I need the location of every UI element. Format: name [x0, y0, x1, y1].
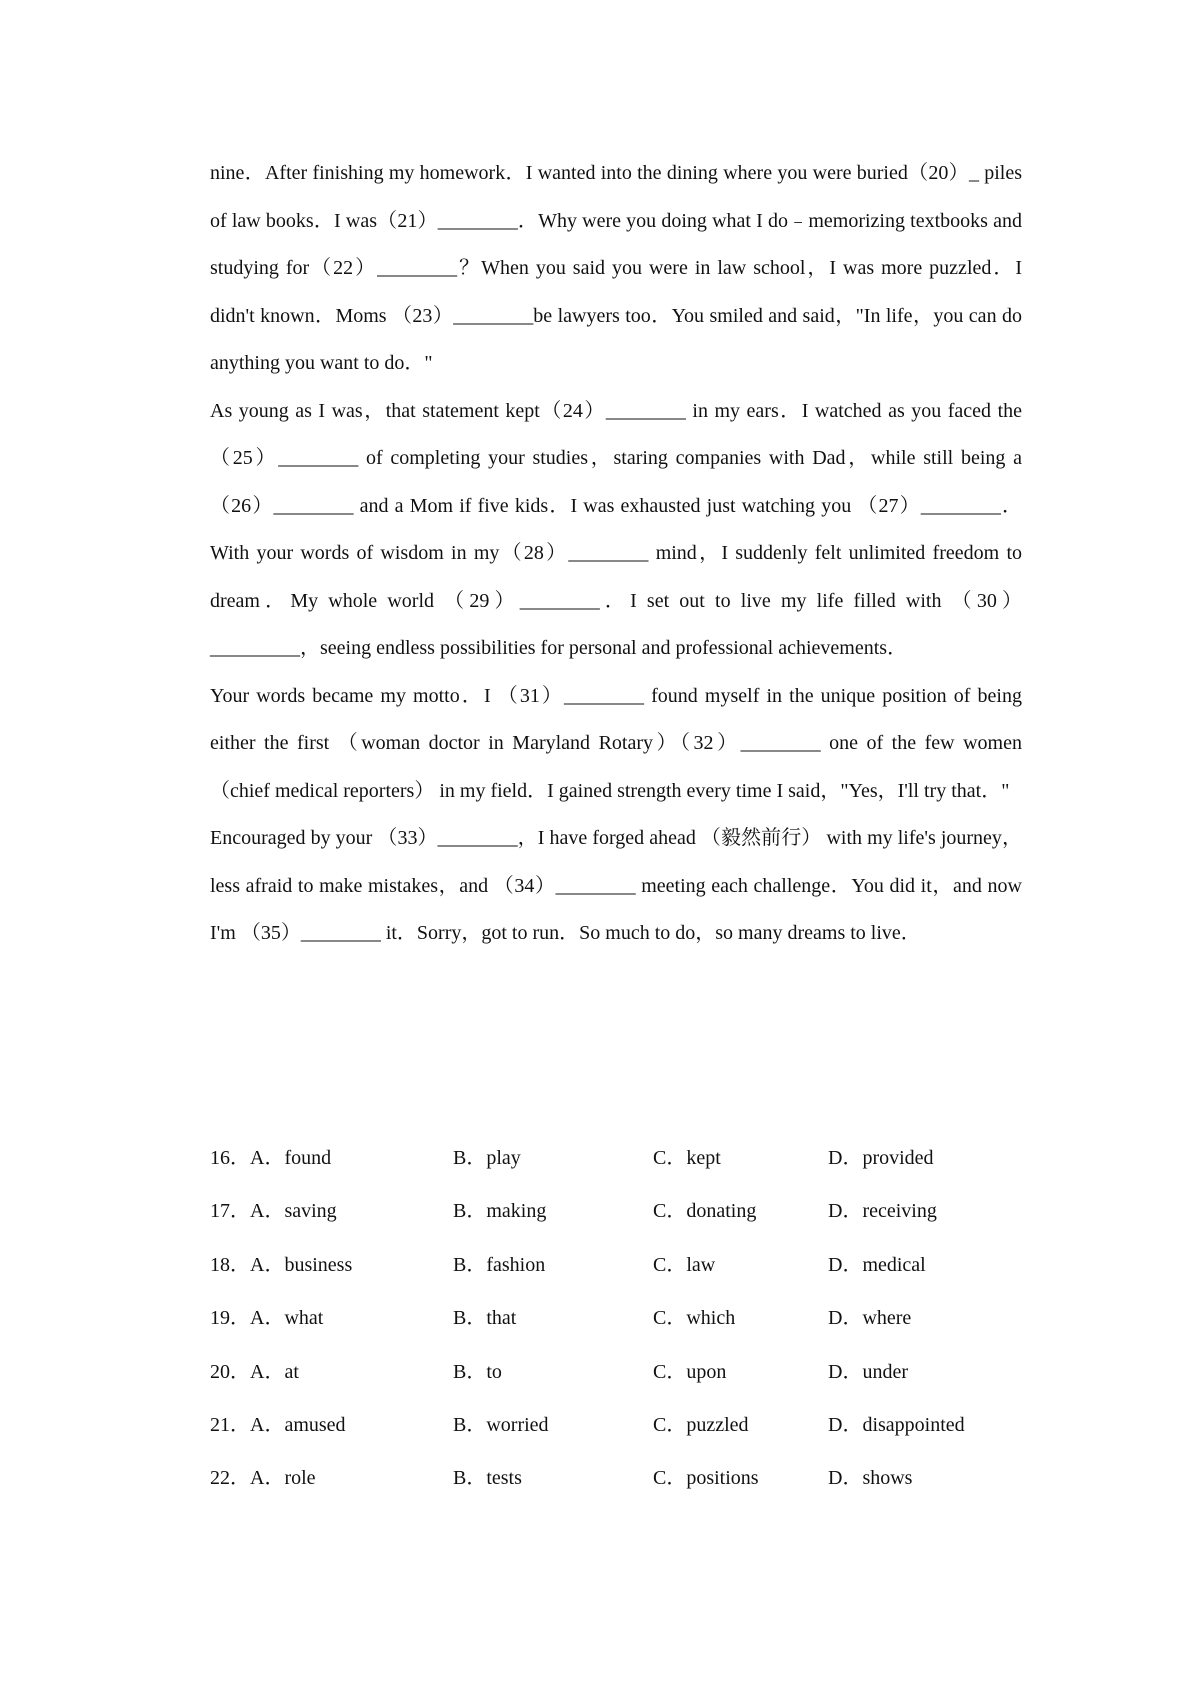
option-a: 18．A．business — [210, 1253, 353, 1276]
cloze-passage — [210, 150, 1022, 958]
option-d: D．where — [828, 1307, 912, 1330]
option-c: C．kept — [653, 1147, 721, 1169]
option-row-17 — [210, 1196, 1022, 1249]
option-a: 20．A．at — [210, 1360, 299, 1383]
option-a: 22．A．role — [210, 1467, 316, 1490]
option-c: C．donating — [653, 1200, 757, 1223]
option-row-16 — [210, 1143, 1022, 1196]
option-a: 21．A．amused — [210, 1413, 346, 1436]
option-b: B．tests — [453, 1467, 522, 1490]
option-d: D．medical — [828, 1253, 926, 1276]
option-b: B．fashion — [453, 1253, 546, 1276]
option-c: C．upon — [653, 1360, 727, 1383]
option-b: B．to — [453, 1360, 502, 1383]
option-c: C．law — [653, 1253, 716, 1276]
option-row-21 — [210, 1410, 1022, 1463]
option-c: C．positions — [653, 1467, 759, 1490]
option-d: D．under — [828, 1360, 908, 1383]
option-d: D．provided — [828, 1147, 934, 1169]
option-c: C．which — [653, 1307, 736, 1330]
option-row-20 — [210, 1357, 1022, 1410]
answer-options — [210, 1143, 1022, 1517]
passage-paragraph: Your words became my motto．I （31）________ found myself in the unique position of being either the first （woman doctor in Maryland Rotary）（32）________ one of the few women （chief medical reporters） in my field．I gained strength every time I said，"Yes，I'll try that．" — [210, 684, 1022, 802]
option-a: 19．A．what — [210, 1307, 324, 1330]
option-b: B．worried — [453, 1413, 549, 1436]
option-row-19 — [210, 1303, 1022, 1356]
option-row-18 — [210, 1250, 1022, 1303]
passage-paragraph: Encouraged by your （33）________，I have forged ahead （毅然前行） with my life's journey，less afraid to make mistakes，and （34）________ meeting each challenge．You did it，and now I'm （35）________ it．Sorry，got to run．So much to do，so many dreams to live． — [210, 827, 1022, 944]
passage-paragraph: nine．After finishing my homework．I wanted into the dining where you were buried（20）_ piles of law books．I was（21）________．Why were you doing what I do﹣memorizing textbooks and studying for（22）________？When you said you were in law school，I was more puzzled．I didn't known．Moms （23）________be lawyers too．You smiled and said，"In life，you can do anything you want to do．" — [210, 162, 1022, 374]
option-d: D．receiving — [828, 1200, 937, 1223]
option-row-22 — [210, 1463, 1022, 1516]
option-a: 16．A．found — [210, 1147, 332, 1169]
option-b: B．making — [453, 1200, 547, 1223]
option-c: C．puzzled — [653, 1413, 749, 1436]
option-d: D．disappointed — [828, 1413, 965, 1436]
option-d: D．shows — [828, 1467, 913, 1490]
option-b: B．that — [453, 1307, 517, 1330]
option-a: 17．A．saving — [210, 1200, 337, 1223]
option-b: B．play — [453, 1147, 521, 1169]
passage-paragraph: As young as I was，that statement kept（24）________ in my ears．I watched as you faced the （25）________ of completing your studies，staring companies with Dad，while still being a （26）________ and a Mom if five kids．I was exhausted just watching you （27）________．With your words of wisdom in my（28）________ mind，I suddenly felt unlimited freedom to dream．My whole world （29）________．I set out to live my life filled with （30）_________，seeing endless possibilities for personal and professional achievements． — [210, 399, 1022, 659]
